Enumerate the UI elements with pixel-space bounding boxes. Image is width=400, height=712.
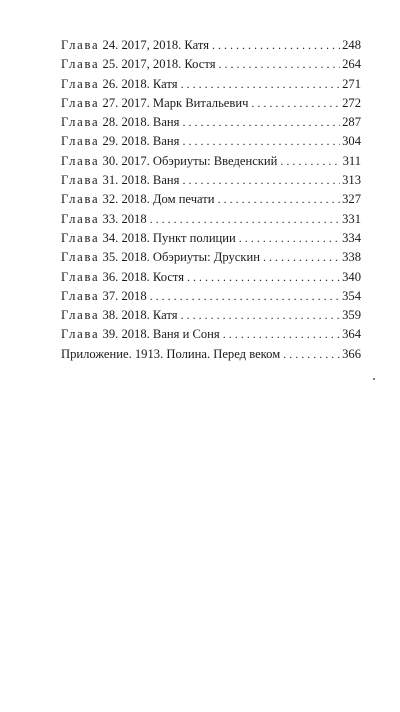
toc-entry-prefix: Глава (61, 115, 100, 130)
page-speck (373, 378, 375, 380)
toc-entry-prefix: Глава (61, 327, 100, 342)
leader-dots (150, 287, 340, 306)
toc-entry-title (61, 248, 263, 267)
toc-entry[interactable] (61, 152, 361, 171)
leader-dots (223, 325, 340, 344)
toc-page-number: 366 (342, 346, 361, 361)
toc-entry-title (61, 36, 212, 55)
toc-entry-title (61, 152, 280, 171)
toc-page-number: 327 (342, 192, 361, 207)
toc-entry-text: 38. 2018. Катя (99, 308, 178, 323)
toc-entry-title (61, 268, 187, 287)
toc-page-number: 271 (342, 76, 361, 91)
toc-entry-title (61, 287, 150, 306)
toc-entry[interactable] (61, 306, 361, 325)
toc-entry-prefix: Глава (61, 57, 100, 72)
toc-entry-prefix: Глава (61, 269, 100, 284)
toc-page-number: 340 (342, 269, 361, 284)
toc-entry[interactable] (61, 190, 361, 209)
toc-entry-text: 37. 2018 (99, 288, 147, 303)
toc-entry-prefix: Глава (61, 230, 100, 245)
toc-page-number: 364 (342, 327, 361, 342)
toc-entry-title (61, 190, 218, 209)
toc-page-number: 313 (342, 173, 361, 188)
leader-dots (219, 55, 341, 74)
table-of-contents (61, 36, 361, 364)
toc-entry-prefix: Глава (61, 76, 100, 91)
toc-entry-text: 39. 2018. Ваня и Соня (99, 327, 220, 342)
toc-entry-text: 24. 2017, 2018. Катя (99, 38, 210, 52)
leader-dots (251, 94, 340, 113)
toc-entry-title (61, 55, 219, 74)
toc-page-number: 311 (342, 153, 361, 168)
toc-entry[interactable] (61, 36, 361, 55)
toc-page-number: 354 (342, 288, 361, 303)
toc-entry[interactable] (61, 132, 361, 151)
toc-entry-text: 33. 2018 (99, 211, 147, 226)
toc-page-number: 334 (342, 230, 361, 245)
toc-entry-title (61, 75, 181, 94)
toc-entry[interactable] (61, 248, 361, 267)
toc-entry-text: 35. 2018. Обэриуты: Друскин (99, 250, 260, 265)
toc-entry-prefix: Глава (61, 308, 100, 323)
toc-page-number: 359 (342, 308, 361, 323)
toc-entry[interactable] (61, 75, 361, 94)
leader-dots (239, 229, 340, 248)
toc-entry-title (61, 345, 283, 364)
toc-entry-text: 32. 2018. Дом печати (99, 192, 215, 207)
toc-entry-text: 26. 2018. Катя (99, 76, 178, 91)
toc-entry-title (61, 229, 239, 248)
toc-entry-text: 29. 2018. Ваня (99, 134, 180, 149)
toc-entry-text: 34. 2018. Пункт полиции (99, 230, 236, 245)
toc-entry-prefix: Глава (61, 211, 100, 226)
toc-entry[interactable] (61, 268, 361, 287)
toc-entry-text: 28. 2018. Ваня (99, 115, 180, 130)
toc-entry-title (61, 171, 182, 190)
toc-entry-prefix: Глава (61, 192, 100, 207)
toc-entry-prefix: Глава (61, 38, 100, 52)
leader-dots (283, 345, 340, 364)
toc-page-number: 248 (342, 38, 361, 52)
leader-dots (218, 190, 341, 209)
leader-dots (187, 268, 340, 287)
toc-entry-prefix: Глава (61, 288, 100, 303)
toc-entry-prefix: Глава (61, 153, 100, 168)
toc-page-number: 272 (342, 95, 361, 110)
toc-entry-text: 27. 2017. Марк Витальевич (99, 95, 249, 110)
leader-dots (181, 306, 341, 325)
toc-entry-text: 36. 2018. Костя (99, 269, 185, 284)
toc-entry[interactable] (61, 229, 361, 248)
toc-entry[interactable] (61, 94, 361, 113)
leader-dots (182, 113, 340, 132)
toc-entry-title (61, 210, 150, 229)
toc-entry-prefix: Глава (61, 173, 100, 188)
toc-entry-title (61, 113, 182, 132)
toc-entry-prefix: Глава (61, 95, 100, 110)
toc-entry-text: 25. 2017, 2018. Костя (99, 57, 216, 72)
toc-page-number: 304 (342, 134, 361, 149)
leader-dots (280, 152, 340, 171)
toc-entry-text: 30. 2017. Обэриуты: Введенский (99, 153, 278, 168)
toc-entry-title (61, 132, 182, 151)
toc-entry-prefix: Глава (61, 134, 100, 149)
toc-entry[interactable] (61, 113, 361, 132)
toc-page-number: 264 (342, 57, 361, 72)
leader-dots (181, 75, 341, 94)
toc-entry-title (61, 94, 251, 113)
toc-page-number: 338 (342, 250, 361, 265)
toc-entry-prefix: Глава (61, 250, 100, 265)
leader-dots (182, 171, 340, 190)
toc-entry[interactable] (61, 287, 361, 306)
toc-entry-appendix[interactable] (61, 345, 361, 364)
toc-entry-title (61, 325, 223, 344)
leader-dots (263, 248, 340, 267)
toc-entry[interactable] (61, 325, 361, 344)
leader-dots (212, 36, 340, 55)
leader-dots (150, 210, 340, 229)
toc-entry-title (61, 306, 181, 325)
toc-page-number: 331 (342, 211, 361, 226)
toc-entry[interactable] (61, 55, 361, 74)
toc-entry-text: Приложение. 1913. Полина. Перед веком (61, 346, 281, 361)
toc-page-number: 287 (342, 115, 361, 130)
toc-entry[interactable] (61, 171, 361, 190)
toc-entry-text: 31. 2018. Ваня (99, 173, 180, 188)
toc-entry[interactable] (61, 210, 361, 229)
leader-dots (182, 132, 340, 151)
